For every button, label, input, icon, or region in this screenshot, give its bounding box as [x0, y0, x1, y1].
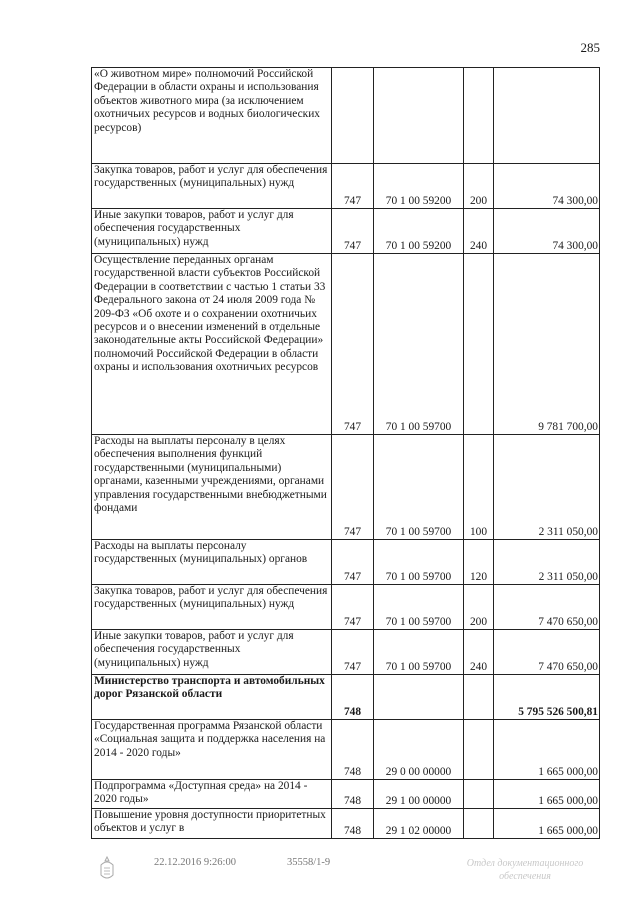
document-code: 35558/1-9	[287, 857, 331, 868]
row-ministry-code	[332, 68, 374, 164]
table-row	[92, 780, 600, 809]
row-target-code: 70 1 00 59700	[374, 585, 464, 630]
row-expense-type	[464, 254, 494, 435]
row-target-code: 29 1 02 00000	[374, 809, 464, 839]
row-target-code: 70 1 00 59700	[374, 630, 464, 675]
row-target-code: 70 1 00 59700	[374, 540, 464, 585]
row-expense-type: 240	[464, 630, 494, 675]
row-target-code: 29 0 00 00000	[374, 720, 464, 780]
row-name: Закупка товаров, работ и услуг для обеспечения государственных (муниципальных) нужд	[92, 585, 332, 630]
row-ministry-code: 747	[332, 585, 374, 630]
row-amount: 7 470 650,00	[494, 585, 600, 630]
row-amount: 74 300,00	[494, 164, 600, 209]
row-amount: 2 311 050,00	[494, 540, 600, 585]
row-target-code: 70 1 00 59200	[374, 164, 464, 209]
row-amount: 2 311 050,00	[494, 435, 600, 540]
row-expense-type: 240	[464, 209, 494, 254]
table-row	[92, 585, 600, 630]
row-name: Государственная программа Рязанской области «Социальная защита и поддержка населения на 2014 - 2020 годы»	[92, 720, 332, 780]
row-target-code	[374, 68, 464, 164]
row-ministry-code: 748	[332, 675, 374, 720]
row-target-code: 70 1 00 59700	[374, 254, 464, 435]
row-expense-type: 120	[464, 540, 494, 585]
row-ministry-code: 747	[332, 209, 374, 254]
row-amount: 9 781 700,00	[494, 254, 600, 435]
row-ministry-code: 748	[332, 720, 374, 780]
row-target-code: 70 1 00 59200	[374, 209, 464, 254]
page-number: 285	[580, 40, 600, 55]
table-row	[92, 630, 600, 675]
table-row	[92, 540, 600, 585]
table-row	[92, 435, 600, 540]
row-amount: 5 795 526 500,81	[494, 675, 600, 720]
row-amount: 1 665 000,00	[494, 780, 600, 809]
row-name: «О животном мире» полномочий Российской Федерации в области охраны и использования объектов животного мира (за исключением охотничьих ресурсов и водных биологических ресурсов)	[92, 68, 332, 164]
row-name: Закупка товаров, работ и услуг для обеспечения государственных (муниципальных) нужд	[92, 164, 332, 209]
table-row	[92, 809, 600, 839]
row-name: Иные закупки товаров, работ и услуг для обеспечения государственных (муниципальных) нужд	[92, 630, 332, 675]
row-expense-type	[464, 675, 494, 720]
row-ministry-code: 748	[332, 809, 374, 839]
row-amount: 7 470 650,00	[494, 630, 600, 675]
row-amount	[494, 68, 600, 164]
emblem-icon	[96, 855, 118, 886]
print-timestamp: 22.12.2016 9:26:00	[154, 857, 236, 868]
row-name: Министерство транспорта и автомобильных дорог Рязанской области	[92, 675, 332, 720]
row-amount: 1 665 000,00	[494, 809, 600, 839]
row-target-code: 70 1 00 59700	[374, 435, 464, 540]
row-expense-type	[464, 780, 494, 809]
row-ministry-code: 747	[332, 164, 374, 209]
budget-table	[91, 67, 600, 839]
row-ministry-code: 747	[332, 435, 374, 540]
row-name: Иные закупки товаров, работ и услуг для обеспечения государственных (муниципальных) нужд	[92, 209, 332, 254]
row-name: Осуществление переданных органам государственной власти субъектов Российской Федерации в соответствии с частью 1 статьи 33 Федерального закона от 24 июля 2009 года № 209-ФЗ «Об охоте и о сохранении охотничьих ресурсов и о внесении изменений в отдельные законодательные акты Российской Федерации» полномочий Российской Федерации в области охраны и использования охотничьих ресурсов	[92, 254, 332, 435]
row-expense-type	[464, 720, 494, 780]
row-target-code	[374, 675, 464, 720]
row-expense-type: 200	[464, 164, 494, 209]
row-target-code: 29 1 00 00000	[374, 780, 464, 809]
table-row	[92, 164, 600, 209]
table-row	[92, 68, 600, 164]
row-name: Расходы на выплаты персоналу в целях обеспечения выполнения функций государственными (муниципальными) органами, казенными учреждениями, органами управления государственными внебюджетными фондами	[92, 435, 332, 540]
row-name: Расходы на выплаты персоналу государственных (муниципальных) органов	[92, 540, 332, 585]
row-amount: 74 300,00	[494, 209, 600, 254]
row-ministry-code: 747	[332, 630, 374, 675]
row-ministry-code: 748	[332, 780, 374, 809]
department-watermark: Отдел документационного обеспечения	[466, 858, 584, 882]
table-row	[92, 675, 600, 720]
table-row	[92, 254, 600, 435]
table-row	[92, 720, 600, 780]
row-expense-type: 100	[464, 435, 494, 540]
row-ministry-code: 747	[332, 254, 374, 435]
row-expense-type: 200	[464, 585, 494, 630]
row-name: Повышение уровня доступности приоритетных объектов и услуг в	[92, 809, 332, 839]
footer	[0, 857, 640, 897]
table-row	[92, 209, 600, 254]
row-expense-type	[464, 68, 494, 164]
row-name: Подпрограмма «Доступная среда» на 2014 - 2020 годы»	[92, 780, 332, 809]
row-ministry-code: 747	[332, 540, 374, 585]
row-expense-type	[464, 809, 494, 839]
row-amount: 1 665 000,00	[494, 720, 600, 780]
